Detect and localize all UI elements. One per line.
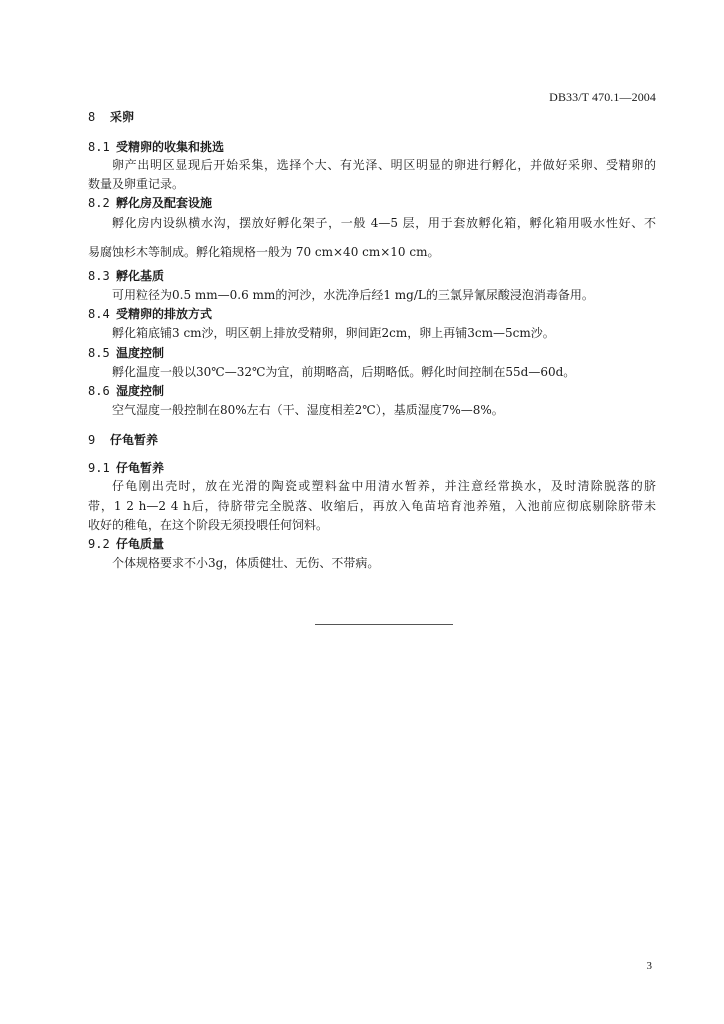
section-9-1-heading — [88, 460, 164, 476]
paragraph-line: 孵化箱底铺3 cm沙，明区朝上排放受精卵，卵间距2cm，卵上再铺3cm—5cm沙。 — [112, 326, 555, 340]
section-title: 孵化房及配套设施 — [116, 196, 213, 210]
section-8-6-heading — [88, 383, 164, 399]
paragraph-line: 空气湿度一般控制在80%左右（干、湿度相差2℃），基质湿度7%—8%。 — [112, 403, 504, 417]
section-8-2-heading — [88, 195, 212, 211]
paragraph-line: 孵化温度一般以30℃—32℃为宜，前期略高，后期略低。孵化时间控制在55d—60d。 — [112, 365, 576, 379]
section-8-heading — [88, 109, 134, 125]
section-9-2-heading — [88, 536, 164, 552]
paragraph-line: 卵产出明区显现后开始采集，选择个大、有光泽、明区明显的卵进行孵化，并做好采卵、受精卵的 — [112, 158, 656, 172]
page-number: 3 — [646, 960, 652, 972]
paragraph-line: 个体规格要求不小3g，体质健壮、无伤、不带病。 — [112, 556, 380, 570]
section-8-5-heading — [88, 345, 164, 361]
section-8-3-heading — [88, 268, 164, 284]
section-title: 受精卵的收集和挑选 — [116, 140, 225, 154]
paragraph-line: 可用粒径为0.5 mm—0.6 mm的河沙，水洗净后经1 mg/L的三氯异氰尿酸浸泡消毒备用。 — [112, 288, 594, 302]
section-8-4-heading — [88, 306, 212, 322]
document-code: DB33/T 470.1—2004 — [549, 90, 656, 104]
paragraph-line: 仔龟刚出壳时，放在光滑的陶瓷或塑料盆中用清水暂养，并注意经常换水，及时清除脱落的脐 — [112, 479, 656, 493]
section-title: 仔龟暂养 — [110, 433, 159, 447]
paragraph-line: 带，1 2 h—2 4 h后，待脐带完全脱落、收缩后，再放入龟苗培育池养殖，入池前应彻底剔除脐带未 — [88, 499, 656, 513]
section-number: 8.5 — [88, 346, 110, 360]
section-number: 8.2 — [88, 196, 110, 210]
section-title: 受精卵的排放方式 — [116, 307, 213, 321]
section-title: 温度控制 — [116, 346, 165, 360]
section-number: 9.1 — [88, 461, 110, 475]
section-number: 9.2 — [88, 537, 110, 551]
paragraph-line: 收好的稚龟，在这个阶段无须投喂任何饲料。 — [88, 518, 329, 532]
section-number: 8.6 — [88, 384, 110, 398]
section-title: 孵化基质 — [116, 269, 165, 283]
section-title: 仔龟质量 — [116, 537, 165, 551]
section-number: 8.1 — [88, 140, 110, 154]
paragraph-line: 易腐蚀杉木等制成。孵化箱规格一般为 70 cm×40 cm×10 cm。 — [88, 245, 440, 259]
section-title: 仔龟暂养 — [116, 461, 165, 475]
section-title: 湿度控制 — [116, 384, 165, 398]
section-number: 8.4 — [88, 307, 110, 321]
section-number: 9 — [88, 433, 96, 447]
paragraph-line: 数量及卵重记录。 — [88, 177, 185, 191]
section-number: 8 — [88, 110, 96, 124]
section-9-heading — [88, 432, 158, 448]
end-divider — [315, 624, 453, 625]
section-8-1-heading — [88, 139, 224, 155]
section-title: 采卵 — [110, 110, 135, 124]
paragraph-line: 孵化房内设纵横水沟，摆放好孵化架子，一般 4—5 层，用于套放孵化箱，孵化箱用吸水性好、不 — [112, 216, 656, 230]
section-number: 8.3 — [88, 269, 110, 283]
